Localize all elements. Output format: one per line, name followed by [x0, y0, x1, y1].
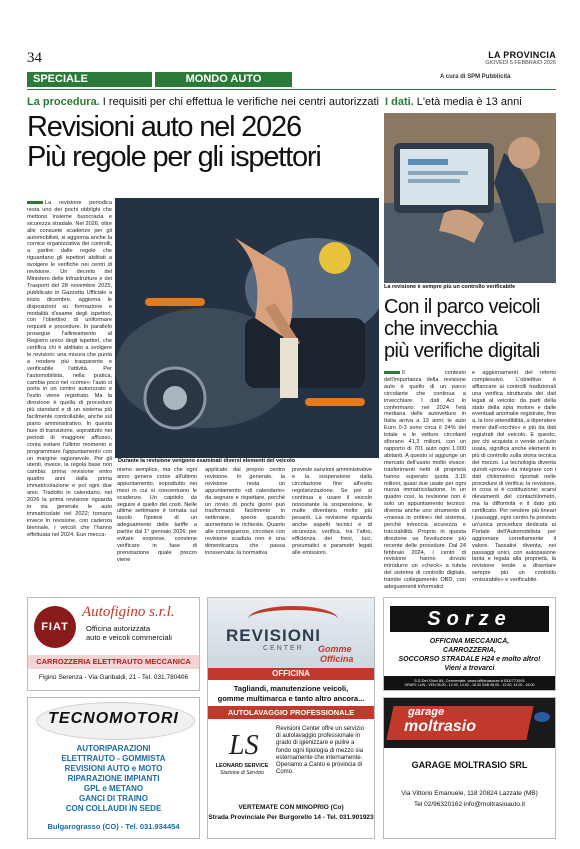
sorze-line2: CARROZZERIA,	[443, 647, 496, 654]
tecnomotori-l4: RIPARAZIONE IMPIANTI	[67, 774, 160, 783]
article-column-3: applicato dal proprio centro revisione. In generale, la revisione resta un appuntamento «di calendario» da segnare e rispettare, perché un rinvio di pochi giorni può trasformarsi facilmente in settimane, specie quando aumentano le richieste. Quanto alle conseguenze, circolare con revisione scaduta non è una dimenticanza che passa inosservata: la normativa	[205, 467, 285, 556]
revisioni-autolavaggio: AUTOLAVAGGIO PROFESSIONALE	[208, 706, 374, 719]
ad-tecnomotori[interactable]	[27, 697, 200, 839]
section-note: A cura di SPM Pubblicità	[440, 74, 511, 80]
side-column-1	[384, 370, 466, 590]
article-headline	[27, 112, 377, 172]
side-kicker-text: L'età media è 13 anni	[413, 96, 522, 108]
leonard-sub: Stazione di Servizio	[220, 770, 264, 776]
side-kicker	[385, 96, 522, 108]
publication-date: GIOVEDÌ 5 FEBBRAIO 2026	[485, 60, 556, 66]
sorze-footer	[384, 676, 555, 690]
ford-logo-icon	[534, 712, 550, 722]
moltrasio-info-area	[384, 748, 555, 839]
revisioni-officina-band: OFFICINA	[208, 668, 374, 680]
moltrasio-name: GARAGE MOLTRASIO SRL	[411, 760, 528, 770]
moltrasio-logo-2: moltrasio	[404, 718, 477, 735]
ad-sorze[interactable]	[383, 597, 556, 691]
svg-text:LS: LS	[229, 730, 259, 760]
leonard-name: LEONARD SERVICE	[215, 763, 269, 769]
header-rule	[27, 89, 556, 90]
revisioni-sub: CENTER	[263, 645, 304, 652]
article-column-4: prevede sanzioni amministrative e la sospensione dalla circolazione fino all'esito regolarizzazione. Se poi si continua a usare il veicolo nonostante la sospensione, le multe diventano molto più pesanti. La revisione riguarda anche aspetti tecnici e di sicurezza: verifica, tra l'altro, efficienza dei freni, luci, pneumatici e parametri legati alle emissioni.	[292, 467, 372, 556]
headline-line-1: Revisioni auto nel 2026	[27, 111, 301, 143]
tecnomotori-services	[28, 744, 199, 814]
revisioni-foot2: Strada Provinciale Per Burgorello 14 - Tel. 031.901923	[208, 814, 374, 821]
sorze-logo: Sorze	[390, 606, 549, 632]
tecnomotori-brand: TECNOMOTORI	[48, 710, 179, 727]
kicker-bold: La procedura.	[27, 96, 100, 108]
revisioni-gomme: Gomme	[318, 644, 352, 654]
lead-dash	[27, 201, 43, 204]
side-photo	[384, 113, 556, 283]
engine-photo-illustration	[115, 198, 379, 458]
revisioni-officina-script: Officina	[320, 654, 354, 664]
publication-name: LA PROVINCIA	[488, 50, 556, 60]
headline-line-2: Più regole per gli ispettori	[27, 141, 321, 173]
kicker-text: I requisiti per chi effettua le verifiche nei centri autorizzati	[99, 96, 379, 108]
revisioni-description: Revisioni Center offre un servizio di autolavaggio professionale in grado di igienizzare e pulire a fondo ogni tipologia di mezzo sia esternamente che internamente. Operiamo a Cantù e provincia di Como.	[276, 726, 364, 776]
section-mondo-auto: MONDO AUTO	[155, 72, 292, 87]
page-number: 34	[27, 50, 42, 66]
article-column-1	[27, 200, 112, 590]
tecnomotori-l5: GPL e METANO	[83, 784, 144, 793]
revisioni-tag1: Tagliandi, manutenzione veicoli,	[233, 684, 349, 693]
tecnomotori-address: Bulgarograsso (CO) - Tel. 031.934454	[47, 822, 180, 831]
main-photo	[115, 198, 379, 458]
ad-autofigino[interactable]	[27, 597, 200, 691]
section-speciale: SPECIALE	[27, 72, 152, 87]
tecnomotori-l7: CON COLLAUDI IN SEDE	[65, 804, 162, 813]
leonard-logo-icon	[226, 726, 260, 760]
main-photo-caption: Durante la revisione vengono esaminati diversi elementi del veicolo	[118, 458, 295, 464]
fiat-logo-icon	[34, 606, 76, 648]
article-column-2: nismo semplice, ma che ogni anno genera corse all'ultimo appuntamento, soprattutto nei mesi in cui si concentrano le scadenze. Un capitolo da seguire è quello dei costi. Nelle ultime settimane è tornata sul tavolo l'ipotesi di un adeguamento delle tariffe a partire dal 1° gennaio 2026: per evitare sorprese, conviene verificare in fase di prenotazione quale prezzo viene	[117, 467, 197, 563]
mechanic-photo-illustration	[384, 113, 556, 283]
sorze-line3: SOCCORSO STRADALE H24 e molto altro!	[398, 656, 541, 663]
fiat-logo-text: FIAT	[41, 621, 69, 633]
sorze-hours: ORARI: LUN - VEN 08.00 - 12.00, 14.00 - 18.30 SAB 08.00 - 12.00, 14.00 - 16.00	[404, 683, 535, 687]
sorze-line1: OFFICINA MECCANICA,	[429, 638, 510, 645]
side-headline-line-2: che invecchia	[384, 318, 498, 340]
side-photo-caption: La revisione è sempre più un controllo verificabile	[384, 284, 516, 290]
revisioni-foot1: VERTEMATE CON MINOPRIO (Co)	[238, 804, 344, 811]
side-lead-dash	[384, 371, 400, 374]
tecnomotori-l1: AUTORIPARAZIONI	[76, 744, 151, 753]
moltrasio-address: Via Vittorio Emanuele, 118 20824 Lazzate (MB)	[401, 790, 538, 797]
autofigino-line1: Officina autorizzata	[86, 624, 151, 633]
side-headline-line-1: Con il parco veicoli	[384, 296, 540, 318]
autofigino-name: Autofigino s.r.l.	[82, 604, 175, 620]
sorze-line4: Vieni a trovarci	[444, 665, 495, 672]
side-headline	[384, 296, 556, 362]
autofigino-services: CARROZZERIA ELETTRAUTO MECCANICA	[28, 655, 199, 669]
revisioni-tag2: gomme multimarca e tanto altro ancora...	[217, 694, 365, 703]
autofigino-address: Figino Serenza - Via Garibaldi, 21 - Tel. 031.780406	[38, 674, 189, 681]
moltrasio-contact: Tel 02/96320162 info@moltrasioauto.it	[413, 801, 526, 808]
article-kicker	[27, 96, 379, 108]
column-1-text: La revisione periodica resta uno dei pochi obblighi che mettono insieme burocrazia e sicurezza stradale. Nel 2026, oltre alle consuete scadenze per gli automobilisti, si aggiorna anche la cornice organizzativa dei controlli, a partire dalle regole che riguardano gli ispettori abilitati a svolgere le verifiche nei centri di revisione. Un decreto del Ministero delle Infrastrutture e dei Trasporti del 28 novembre 2025, pubblicato in Gazzetta Ufficiale a inizio dicembre, aggiorna le disposizioni su formazione e modalità d'esame degli ispettori, con l'obiettivo di uniformare requisiti e procedure. In parallelo prosegue l'allineamento al Registro unico degli ispettori, che certifica chi è abilitato a svolgere le revisioni: una misura che punta a rendere più trasparente e verificabile l'attività. Per l'automobilista, nella pratica, cambia poco nel «come»: l'auto si porta in un centro autorizzato e l'esito viene registrato. Ma la direzione è quella di procedure più standard e di un sistema più facilmente controllabile, anche sul piano amministrativo. In questa fase di transizione, soprattutto nei periodi di maggiore afflusso, conta evitare l'ultimo momento e programmare l'appuntamento con un margine ragionevole. Per gli utenti, invece, la regola base non cambia: prima revisione entro quattro anni dalla prima immatricolazione e poi ogni due anni. Tradotto in calendario, nel 2026 la prima revisione riguarda in via generale le auto immatricolate nel 2022; tornano invece in revisione, con cadenza biennale, i veicoli che l'hanno effettuata nel 2024. Eun mecca-	[27, 200, 112, 538]
tecnomotori-l2: ELETTRAUTO - GOMMISTA	[61, 754, 166, 763]
side-kicker-bold: I dati.	[385, 96, 414, 108]
masthead	[485, 50, 556, 66]
side-column-1-text: Il contesto dell'importanza della revisione auto è quello di un parco circolante che continua a invecchiare. I dati Aci lo confermano: nel 2024 l'età mediana delle autovetture in Italia arriva a 13 anni; le auto Euro 0-3 sono circa il 24% del totale e le vetture circolanti sfiorano 41,3 milioni, con un rapporto di 701 auto ogni 1.000 abitanti. A questo si aggiunge un mercato dell'usato molto vivace: trasferimenti netti di proprietà hanno superato quota 3,15 milioni, quasi due usate per ogni nuova immatricolazione. In un quadro così, la revisione non è solo un appuntamento tecnico: diventa anche uno strumento di «messa in ordine» del sistema, perché intreccia sicurezza e tracciabilità. Proprio in questa direzione va l'evoluzione più recente delle procedure. Dal 24 febbraio 2024, i centri di revisione hanno dovuto introdurre un «check» a tutela del sistema di controllo digitale, tramite collegamento OBD, con adeguamenti informatici	[384, 370, 466, 590]
autofigino-line2: auto e veicoli commerciali	[86, 633, 172, 642]
revisioni-brand: REVISIONI	[226, 626, 321, 645]
side-column-2: e aggiornamenti del referto complessivo. L'obiettivo è affiancare ai controlli tradizionali una verifica strutturata dei dati legati al veicolo: da parti della stato della spia motore e dalle eventuali anomalie registrate, fino a, la loro attendibilità, a dipendere meno dall'«occhio» e più da dati registrati del veicolo. E questo, per chi acquista o vende un'auto usata, significa anche elementi in più di controllo sulla storia tecnica del mezzo. La tecnologia diventa quindi «prova» da integrare con i dati chilometrici riportati nelle procedure di verifica: la revisione, in cosa si è costituzione; scarsi rilevamenti del contachilometri, ma la difformità e il dato più certificato. Per rendere più lineari i passaggi, ogni centro fa previsto un'unica procedura dedicata al Portale dell'Automobilista per aggiornare correttamente il valore. Tassativi diventa, nei passaggi unici, con autopasione tanta e legata alla proprietà, la revisione tende a diventare sempre più un controllo «misurabile» e verificabile.	[472, 370, 556, 584]
ad-revisioni-center[interactable]	[207, 597, 375, 839]
ad-garage-moltrasio[interactable]	[383, 697, 556, 839]
tecnomotori-l6: GANCI DI TRAINO	[79, 794, 148, 803]
side-headline-line-3: più verifiche digitali	[384, 340, 540, 362]
tecnomotori-l3: REVISIONI AUTO e MOTO	[64, 764, 163, 773]
moltrasio-logo-1: garage	[408, 706, 445, 718]
sorze-address: S.S.Dei Giovi 84, Cermenate, www.officinasorze.it 031/771591	[414, 678, 525, 683]
